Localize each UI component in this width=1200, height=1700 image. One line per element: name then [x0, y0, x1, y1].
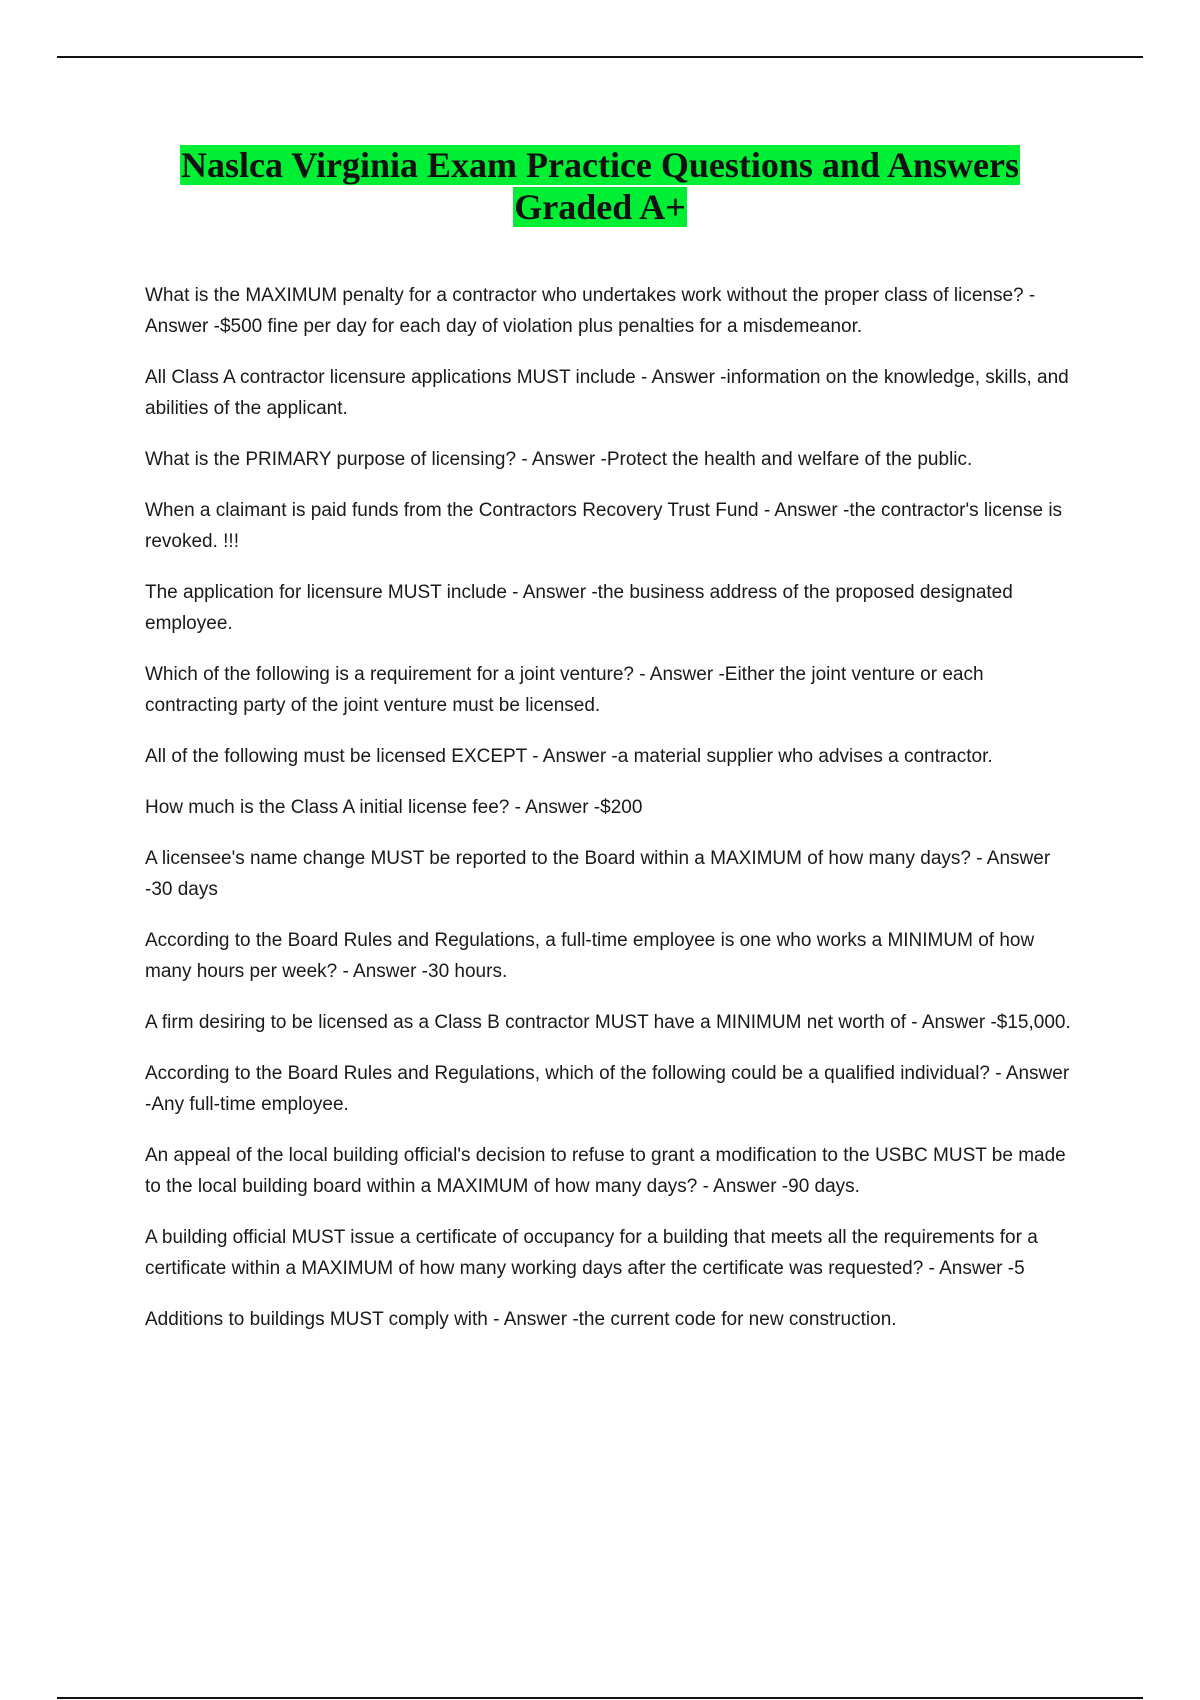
document-title — [0, 144, 1200, 228]
top-divider — [57, 56, 1143, 58]
qa-item-4: When a claimant is paid funds from the Contractors Recovery Trust Fund - Answer -the contractor's license is revoked. !!! — [145, 500, 1063, 552]
qa-item-13: An appeal of the local building official's decision to refuse to grant a modification to the USBC MUST be made to the local building board within a MAXIMUM of how many days? - Answer -90 days. — [145, 1145, 1066, 1197]
qa-item-2: All Class A contractor licensure applications MUST include - Answer -information on the knowledge, skills, and abilities of the applicant. — [145, 367, 1069, 419]
title-line-1 — [0, 144, 1200, 186]
qa-item-14: A building official MUST issue a certificate of occupancy for a building that meets all the requirements for a certificate within a MAXIMUM of how many working days after the certificate was requested? - Answer -5 — [145, 1227, 1038, 1279]
qa-item-1: What is the MAXIMUM penalty for a contractor who undertakes work without the proper class of license? - Answer -$500 fine per day for each day of violation plus penalties for a misdemeanor. — [145, 285, 1036, 337]
qa-item-3: What is the PRIMARY purpose of licensing? - Answer -Protect the health and welfare of the public. — [145, 449, 973, 470]
title-line-1-text: Naslca Virginia Exam Practice Questions and Answers — [181, 145, 1019, 185]
qa-item-6: Which of the following is a requirement for a joint venture? - Answer -Either the joint venture or each contracting party of the joint venture must be licensed. — [145, 664, 984, 716]
qa-item-9: A licensee's name change MUST be reported to the Board within a MAXIMUM of how many days? - Answer -30 days — [145, 848, 1051, 900]
qa-item-11: A firm desiring to be licensed as a Class B contractor MUST have a MINIMUM net worth of - Answer -$15,000. — [145, 1012, 1071, 1033]
qa-item-5: The application for licensure MUST include - Answer -the business address of the proposed designated employee. — [145, 582, 1013, 634]
qa-item-10: According to the Board Rules and Regulations, a full-time employee is one who works a MINIMUM of how many hours per week? - Answer -30 hours. — [145, 930, 1035, 982]
qa-item-7: All of the following must be licensed EXCEPT - Answer -a material supplier who advises a contractor. — [145, 746, 993, 767]
bottom-divider — [57, 1697, 1143, 1699]
qa-item-15: Additions to buildings MUST comply with - Answer -the current code for new construction. — [145, 1309, 897, 1330]
qa-item-12: According to the Board Rules and Regulations, which of the following could be a qualified individual? - Answer -Any full-time employee. — [145, 1063, 1070, 1115]
qa-list — [145, 280, 1075, 1355]
title-line-2-text: Graded A+ — [514, 187, 686, 227]
qa-item-8: How much is the Class A initial license fee? - Answer -$200 — [145, 797, 643, 818]
title-line-2 — [0, 186, 1200, 228]
